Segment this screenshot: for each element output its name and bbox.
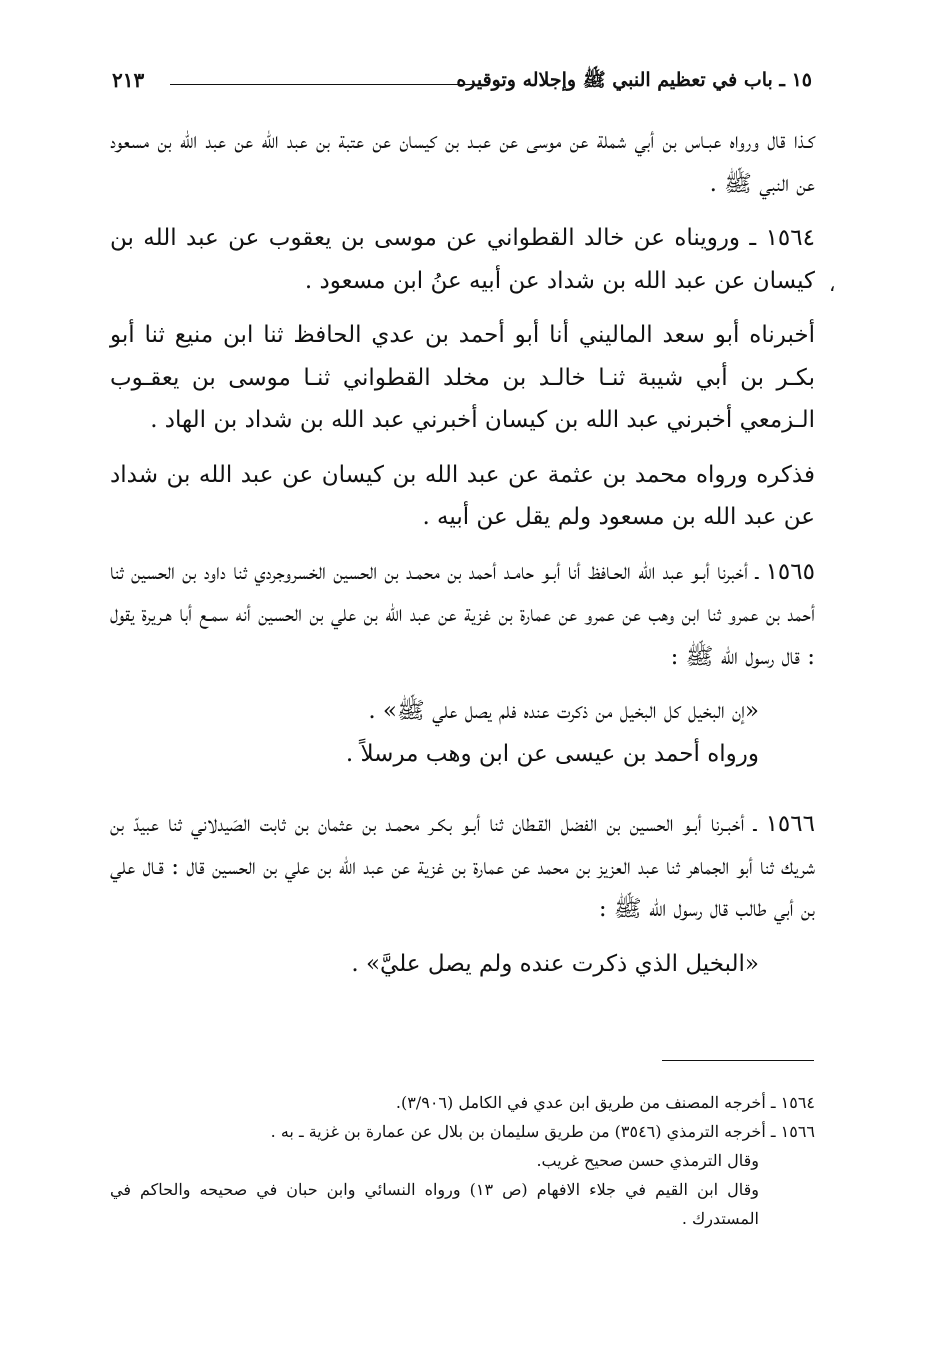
margin-mark: ، [829, 272, 836, 296]
paragraph-1565: ١٥٦٥ ـ أخبرنا أبـو عبد الله الحـافظ أنا أبـو حامـد أحمد بن محمـد بن الحسين الخسروجردي ثنا داود بن الحسين ثنا أحمد بن عمرو ثنا ابن وهب عن عمرو عن عمارة بن غزية عن عبد الله بن علي بن الحسين أنه سمـع أبا هـريرة يقول : قال رسول الله ﷺ : [110, 558, 815, 670]
footnote-rule [662, 1060, 814, 1061]
footnote: وقال ابن القيم في جلاء الافهام (ص ١٣) ورواه النسائي وابن حبان في صحيحه والحاكم في المستدرك . [110, 1180, 759, 1228]
footnotes [110, 1088, 815, 1233]
paragraph: كـذا قال ورواه عبـاس بن أبي شملة عن موسى عن عبـد بن كيسان عن عتبة بن عبد الله عن عبد الله بن مسعود عن النبي ﷺ . [110, 128, 815, 197]
main-text [110, 120, 815, 985]
running-header [112, 66, 812, 100]
hadith-quote: «إن البخيل كل البخيل من ذكرت عنده فلم يصل علي ﷺ» . [368, 698, 759, 724]
footnote: ١٥٦٦ ـ أخرجه الترمذي (٣٥٤٦) من طريق سليمان بن بلال عن عمارة بن غزية ـ به . [270, 1122, 815, 1141]
footnote: ١٥٦٤ ـ أخرجه المصنف من طريق ابن عدي في الكامل (٣/٩٠٦). [395, 1093, 815, 1112]
footnote: وقال الترمذي حسن صحيح غريب. [536, 1151, 759, 1170]
page-number: ٢١٣ [112, 68, 145, 92]
paragraph-1566: ١٥٦٦ ـ أخبـرنا أبـو الحسين بن الفضل القـطان ثنا أبـو بكـر محمـد بن عثمان بن ثابت الصَيدلاني ثنا عبيدّ بن شريك ثنا أبو الجماهر ثنا عبد العزيز بن محمد عن عمارة بن غزية عن عبد الله بن علي بن الحسين قال : قـال علي بن أبي طالب قال رسول الله ﷺ : [110, 811, 815, 922]
paragraph-1564: ١٥٦٤ ـ ورويناه عن خالد القطواني عن موسى بن يعقوب عن عبد الله بن كيسان عن عبد الله بن شداد عن أبيه عنُ ابن مسعود . [110, 225, 815, 294]
chapter-title: ١٥ ـ باب في تعظيم النبي ﷺ وإجلاله وتوقيره [456, 69, 812, 91]
paragraph: أخبرناه أبو سعد الماليني أنا أبو أحمد بن عدي الحافظ ثنا ابن منيع ثنا أبو بكـر بن أبي شيبة ثنـا خالـد بن مخلد القطواني ثنـا موسى بن يعقـوب الـزمعي أخبرني عبد الله بن كيسان أخبرني عبد الله بن شداد بن الهاد . [110, 322, 815, 433]
paragraph: فذكره ورواه محمد بن عثمة عن عبد الله بن كيسان عن عبد الله بن شداد عن عبد الله بن مسعود ولم يقل عن أبيه . [110, 461, 815, 530]
header-rule [170, 84, 477, 85]
hadith-quote: «البخيل الذي ذكرت عنده ولم يصل عليَّ» . [351, 950, 759, 977]
paragraph: ورواه أحمد بن عيسى عن ابن وهب مرسلاً . [345, 740, 759, 767]
